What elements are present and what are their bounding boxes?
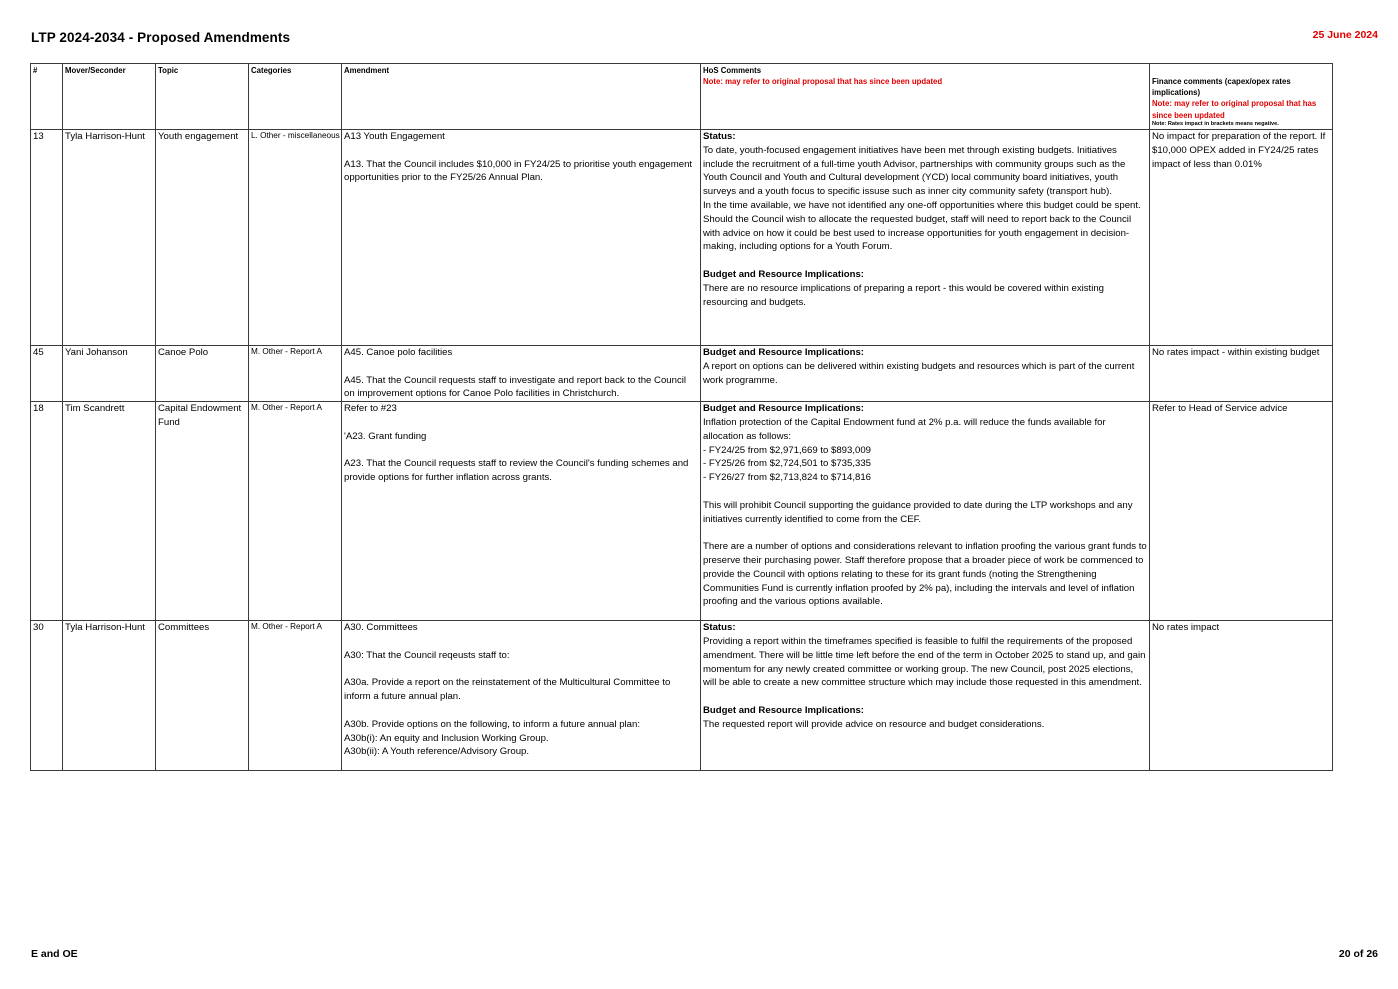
finance-header-note: Note: may refer to original proposal that has since been updated — [1152, 99, 1317, 120]
table-row — [31, 621, 1333, 771]
hos-paragraph: A report on options can be delivered within existing budgets and resources which is part of the current work programme. — [703, 360, 1135, 386]
paragraph-gap — [344, 360, 699, 374]
amendment-line: A30. Committees — [344, 622, 418, 634]
col-header-mover: Mover/Seconder — [63, 64, 156, 130]
table-header-row — [31, 64, 1333, 130]
row-hos-comments — [701, 621, 1150, 771]
amendment-line: A45. Canoe polo facilities — [344, 347, 453, 358]
hos-section-heading: Status: — [703, 131, 736, 142]
paragraph-gap — [344, 444, 699, 458]
row-amendment — [342, 346, 701, 402]
row-hos-comments — [701, 130, 1150, 346]
paragraph-gap — [344, 663, 699, 677]
row-mover: Yani Johanson — [63, 346, 156, 402]
hos-paragraph: There are no resource implications of preparing a report - this would be covered within existing resourcing and budgets. — [703, 282, 1105, 308]
row-hos-comments — [701, 346, 1150, 402]
row-finance-comment: No rates impact - within existing budget — [1150, 346, 1333, 402]
paragraph-gap — [344, 416, 699, 430]
hos-paragraph: - FY26/27 from $2,713,824 to $714,816 — [703, 472, 872, 484]
row-finance-comment: No rates impact — [1150, 621, 1333, 771]
hos-section-heading: Budget and Resource Implications: — [703, 268, 864, 280]
hos-header-note: Note: may refer to original proposal that has since been updated — [703, 77, 943, 87]
row-topic: Canoe Polo — [156, 346, 249, 402]
amendment-line: A13. That the Council includes $10,000 in FY24/25 to prioritise youth engagement opportunities prior to the FY25/26 Annual Plan. — [344, 158, 693, 184]
hos-header-label: HoS Comments — [703, 66, 762, 75]
row-category: M. Other - Report A — [249, 402, 342, 621]
paragraph-gap — [703, 485, 1148, 499]
row-amendment — [342, 130, 701, 346]
row-hos-comments — [701, 402, 1150, 621]
hos-section-heading: Budget and Resource Implications: — [703, 347, 864, 358]
row-mover: Tyla Harrison-Hunt — [63, 130, 156, 346]
table-row — [31, 346, 1333, 402]
amendment-line: A13 Youth Engagement — [344, 131, 445, 142]
paragraph-gap — [703, 254, 1148, 268]
amendment-line: A30b(ii): A Youth reference/Advisory Group. — [344, 746, 530, 758]
hos-paragraph: To date, youth-focused engagement initiatives have been met through existing budgets. Initiatives include the recruitment of a full-time youth Advisor, partnerships with community groups such as the Youth Council and Youth and Cultural development (YCD) local community board initiatives, youth surveys and a youth focus to specific issuse such as inner city community safety (transport hub). — [703, 144, 1126, 198]
amendments-table — [30, 63, 1333, 771]
footer-disclaimer: E and OE — [31, 948, 78, 960]
hos-paragraph: Providing a report within the timeframes specified is feasible to fulfil the requirements of the proposed amendment. There will be little time left before the end of the term in October 2025 to stand up, and gain momentum for any newly created committee or working group. The new Council, post 2025 elections, will be able to create a new committee structure which may include those requested in this amendment. — [703, 635, 1146, 689]
table-row — [31, 130, 1333, 346]
hos-paragraph: Should the Council wish to allocate the requested budget, staff will need to report back to the Council with advice on how it could be best used to increase opportunities for youth engagement in decision-making, including options for a Youth Forum. — [703, 213, 1132, 253]
finance-header-subnote: Note: Rates impact in brackets means negative. — [1152, 120, 1279, 127]
amendment-line: A30b. Provide options on the following, to inform a future annual plan: — [344, 718, 640, 730]
page-number: 20 of 26 — [1338, 948, 1378, 960]
row-number: 13 — [31, 130, 63, 346]
col-header-hos-comments — [701, 64, 1150, 130]
row-category: L. Other - miscellaneous — [249, 130, 342, 346]
col-header-amendment: Amendment — [342, 64, 701, 130]
hos-section-heading: Status: — [703, 622, 736, 634]
amendment-line: A30a. Provide a report on the reinstatement of the Multicultural Committee to inform a future annual plan. — [344, 677, 671, 703]
row-mover: Tyla Harrison-Hunt — [63, 621, 156, 771]
hos-paragraph: There are a number of options and considerations relevant to inflation proofing the various grant funds to preserve their purchasing power. Staff therefore propose that a broader piece of work be commenced to provide the Council with options relating to these for its grant funds (noting the Strengthening Communities Fund is currently inflation proofed by 2% pa), including the intervals and level of inflation proofing and the various options available. — [703, 541, 1147, 608]
col-header-categories: Categories — [249, 64, 342, 130]
row-number: 30 — [31, 621, 63, 771]
paragraph-gap — [344, 704, 699, 718]
col-header-topic: Topic — [156, 64, 249, 130]
paragraph-gap — [703, 690, 1148, 704]
row-number: 45 — [31, 346, 63, 402]
paragraph-gap — [344, 144, 699, 158]
row-amendment — [342, 621, 701, 771]
row-number: 18 — [31, 402, 63, 621]
paragraph-gap — [344, 635, 699, 649]
hos-paragraph: This will prohibit Council supporting the guidance provided to date during the LTP workshops and any initiatives currently identified to come from the CEF. — [703, 499, 1133, 525]
col-header-finance — [1150, 64, 1333, 130]
row-topic: Capital Endowment Fund — [156, 402, 249, 621]
table-row — [31, 402, 1333, 621]
hos-paragraph: Inflation protection of the Capital Endowment fund at 2% p.a. will reduce the funds available for allocation as follows: — [703, 416, 1106, 442]
col-header-number: # — [31, 64, 63, 130]
amendment-line: 'A23. Grant funding — [344, 430, 427, 442]
amendment-line: A45. That the Council requests staff to investigate and report back to the Council on improvement options for Canoe Polo facilities in Christchurch. — [344, 374, 687, 400]
amendment-line: A30: That the Council reqeusts staff to: — [344, 649, 510, 661]
hos-paragraph: - FY25/26 from $2,724,501 to $735,335 — [703, 458, 872, 470]
row-topic: Youth engagement — [156, 130, 249, 346]
paragraph-gap — [703, 526, 1148, 540]
hos-section-heading: Budget and Resource Implications: — [703, 704, 864, 716]
row-amendment — [342, 402, 701, 621]
hos-paragraph: - FY24/25 from $2,971,669 to $893,009 — [703, 444, 872, 456]
row-category: M. Other - Report A — [249, 621, 342, 771]
row-topic: Committees — [156, 621, 249, 771]
row-finance-comment: No impact for preparation of the report. If $10,000 OPEX added in FY24/25 rates impact of less than 0.01% — [1150, 130, 1333, 346]
amendment-line: A23. That the Council requests staff to review the Council's funding schemes and provide options for further inflation across grants. — [344, 458, 689, 484]
row-finance-comment: Refer to Head of Service advice — [1150, 402, 1333, 621]
page-title: LTP 2024-2034 - Proposed Amendments — [31, 30, 291, 45]
finance-header-label: Finance comments (capex/opex rates implications) — [1152, 77, 1291, 98]
hos-section-heading: Budget and Resource Implications: — [703, 403, 864, 415]
document-date: 25 June 2024 — [1312, 29, 1378, 41]
row-mover: Tim Scandrett — [63, 402, 156, 621]
amendment-line: A30b(i): An equity and Inclusion Working Group. — [344, 732, 549, 744]
hos-paragraph: In the time available, we have not identified any one-off opportunities where this budget could be spent. — [703, 199, 1141, 211]
hos-paragraph: The requested report will provide advice on resource and budget considerations. — [703, 718, 1045, 730]
amendment-line: Refer to #23 — [344, 403, 397, 415]
row-category: M. Other - Report A — [249, 346, 342, 402]
